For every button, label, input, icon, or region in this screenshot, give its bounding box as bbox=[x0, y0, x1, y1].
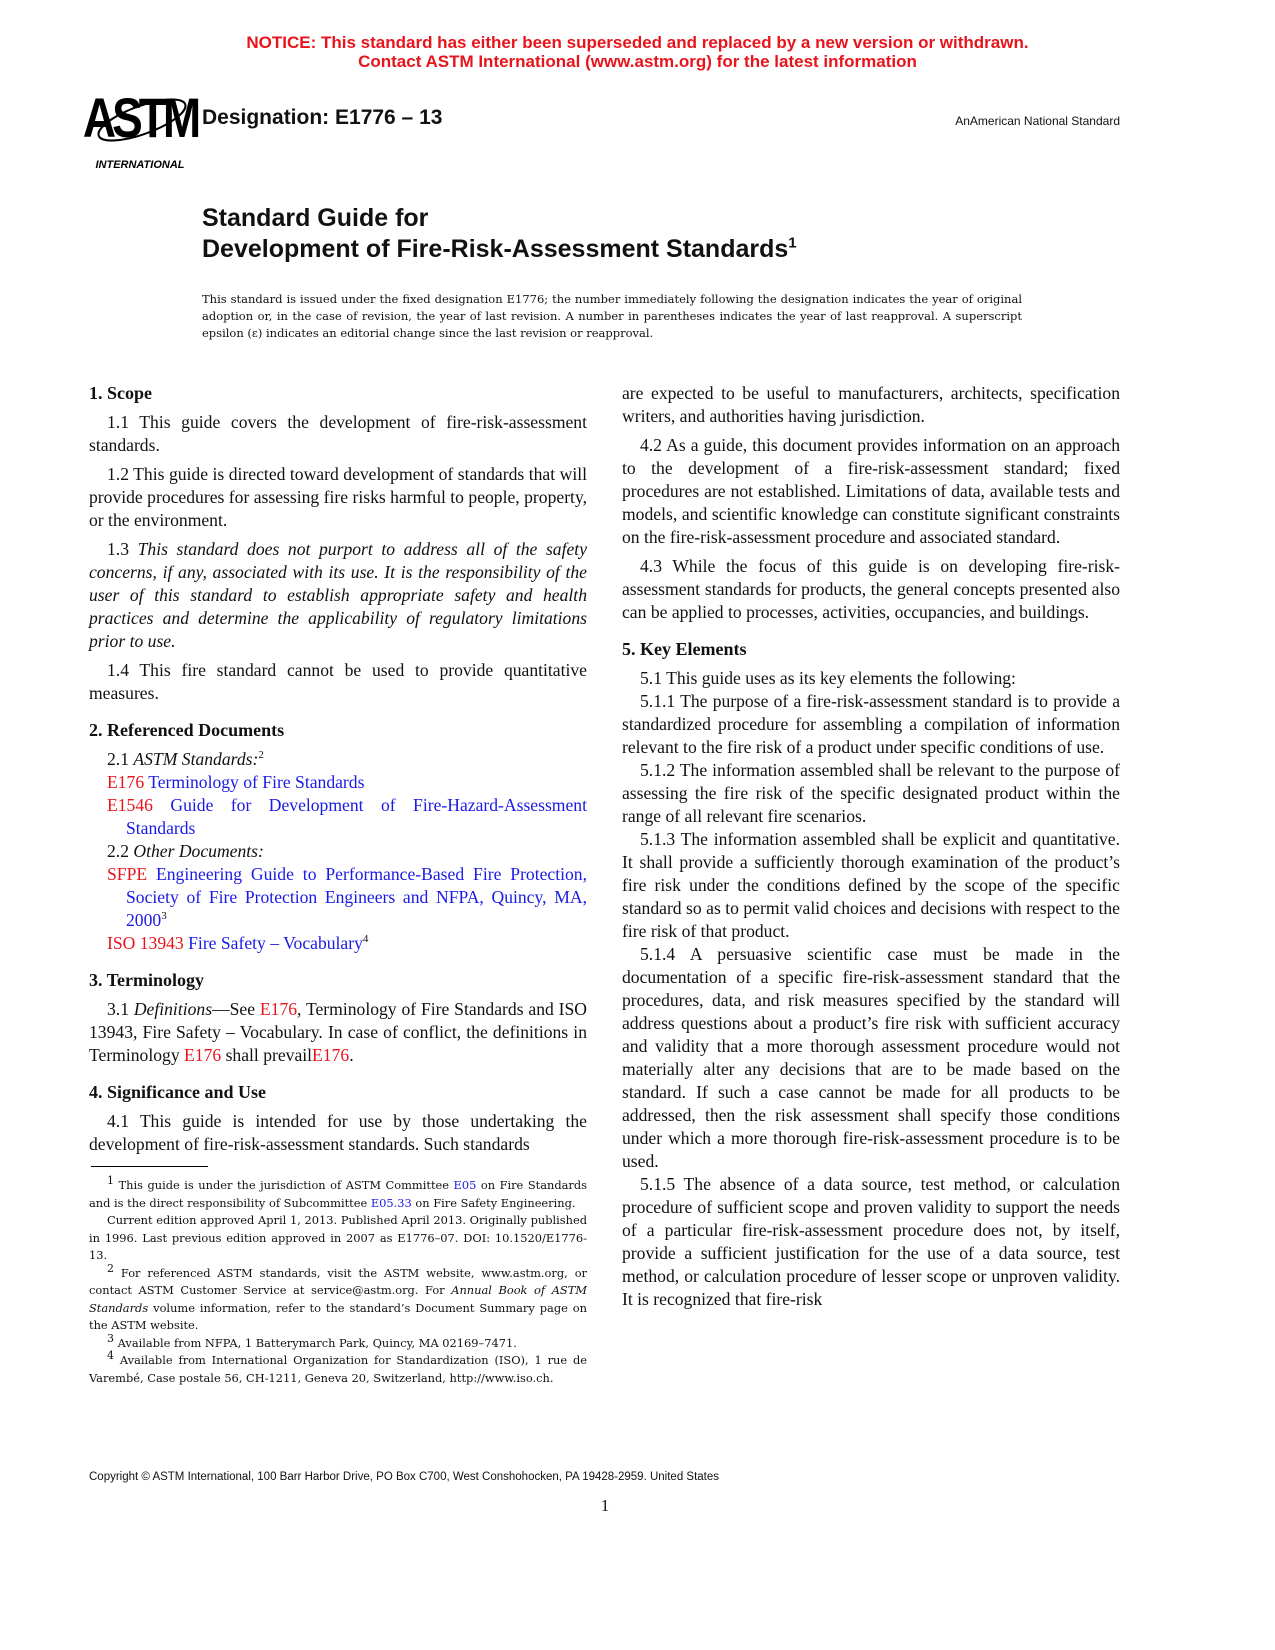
text-segment: 5.1 This guide uses as its key elements the following: bbox=[640, 668, 1016, 688]
paragraph bbox=[622, 1173, 1120, 1311]
paragraph bbox=[89, 998, 587, 1067]
text-segment: 5.1.3 The information assembled shall be explicit and quantitative. It shall provide a sufficiently thorough examination of the product’s fire risk under the conditions defined by the scope of the specific standard so as to permit valid choices and decisions with respect to the fire risk of that product. bbox=[622, 829, 1120, 941]
paragraph bbox=[89, 463, 587, 532]
paragraph bbox=[89, 1110, 587, 1156]
text-segment: Other Documents: bbox=[133, 841, 264, 861]
reference-link[interactable]: E176 bbox=[312, 1045, 350, 1065]
designation: Designation: E1776 – 13 bbox=[202, 106, 443, 129]
footnote-ref: 3 bbox=[161, 910, 167, 923]
reference-link[interactable]: E176 bbox=[107, 772, 149, 792]
paragraph bbox=[89, 411, 587, 457]
paragraph bbox=[622, 434, 1120, 549]
paragraph bbox=[622, 690, 1120, 759]
document-title bbox=[202, 203, 797, 265]
issuance-note: This standard is issued under the fixed designation E1776; the number immediately following the designation indicates the year of original adoption or, in the case of revision, the year of last revision. A number in parentheses indicates the year of last reapproval. A superscript epsilon (ε) indicates an editorial change since the last revision or reapproval. bbox=[202, 292, 1022, 340]
text-segment: Available from International Organization for Standardization (ISO), 1 rue de Varembé, Case postale 56, CH-1211, Geneva 20, Switzerland, http://www.iso.ch. bbox=[89, 1353, 587, 1385]
text-segment: on Fire Safety Engineering. bbox=[411, 1195, 576, 1210]
text-segment: 5.1.1 The purpose of a fire-risk-assessment standard is to provide a standardized procedure for assembling a compilation of information relevant to the fire risk of a product under specific conditions of use. bbox=[622, 691, 1120, 757]
text-segment: Annual Book of ASTM Standards bbox=[89, 1283, 587, 1315]
referenced-document bbox=[89, 794, 587, 840]
title-footnote-ref: 1 bbox=[788, 234, 797, 252]
footnote-ref: 1 bbox=[107, 1174, 114, 1188]
footnote-divider bbox=[91, 1166, 208, 1167]
reference-link[interactable]: Terminology of Fire Standards bbox=[148, 772, 365, 792]
text-segment: 4.3 While the focus of this guide is on developing fire-risk-assessment standards for products, the general concepts presented also can be applied to processes, activities, occupancies, and buildings. bbox=[622, 556, 1120, 622]
left-column bbox=[89, 382, 587, 1162]
footnote-ref: 4 bbox=[362, 933, 369, 946]
referenced-document bbox=[89, 932, 587, 955]
right-column bbox=[622, 382, 1120, 1311]
reference-link[interactable]: E176 bbox=[259, 999, 298, 1019]
text-segment: , Terminology of Fire Standards and ISO 13943, Fire Safety – Vocabulary. In case of conflict, the definitions in Terminology bbox=[89, 999, 587, 1065]
reference-link[interactable]: Engineering Guide to Performance-Based Fire Protection, Society of Fire Protection Engineers and NFPA, Quincy, MA, 2000 bbox=[126, 864, 587, 930]
paragraph bbox=[89, 840, 587, 863]
footnote-ref: 4 bbox=[107, 1349, 114, 1363]
text-segment: are expected to be useful to manufacturers, architects, specification writers, and authorities having jurisdiction. bbox=[622, 383, 1120, 426]
paragraph bbox=[89, 659, 587, 705]
text-segment: 5.1.4 A persuasive scientific case must be made in the documentation of a specific fire-risk-assessment standard that the procedures, data, and risk measures specified by the standard will address questions about a product’s fire risk with sufficient accuracy and validity that a more thorough assessment procedure would not materially alter any decisions that are to be made based on the standard. If such a case cannot be made for all products to be addressed, then the risk assessment shall specify those conditions under which a more thorough fire-risk-assessment procedure is to be used. bbox=[622, 944, 1120, 1171]
reference-link[interactable]: ISO 13943 bbox=[107, 933, 189, 953]
text-segment: ASTM Standards: bbox=[133, 749, 259, 769]
paragraph bbox=[622, 943, 1120, 1173]
section-heading: 1. Scope bbox=[89, 383, 152, 403]
reference-link[interactable]: Fire Safety – Vocabulary bbox=[188, 933, 363, 953]
text-segment: shall prevail bbox=[221, 1045, 313, 1065]
text-segment: 5.1.2 The information assembled shall be relevant to the purpose of assessing the fire risk of the specific designated product within the range of all relevant fire scenarios. bbox=[622, 760, 1120, 826]
text-segment: This standard does not purport to address all of the safety concerns, if any, associated with its use. It is the responsibility of the user of this standard to establish appropriate safety and health practices and determine the applicability of regulatory limitations prior to use. bbox=[89, 539, 588, 651]
text-segment: 1.2 This guide is directed toward development of standards that will provide procedures for assessing fire risks harmful to people, property, or the environment. bbox=[89, 464, 587, 530]
text-segment: 3.1 bbox=[107, 999, 134, 1019]
notice-line-1: NOTICE: This standard has either been superseded and replaced by a new version or withdrawn. bbox=[246, 33, 1029, 52]
section-heading: 3. Terminology bbox=[89, 970, 205, 990]
page-number: 1 bbox=[600, 1496, 610, 1515]
copyright: Copyright © ASTM International, 100 Barr Harbor Drive, PO Box C700, West Conshohocken, PA 19428-2959. United States bbox=[89, 1471, 720, 1483]
text-segment: volume information, refer to the standard’s Document Summary page on the ASTM website. bbox=[89, 1300, 587, 1332]
reference-link[interactable]: E05.33 bbox=[370, 1195, 412, 1210]
text-segment: 1.3 bbox=[107, 539, 138, 559]
text-segment: Definitions bbox=[133, 999, 213, 1019]
referenced-document bbox=[89, 863, 587, 932]
text-segment: 4.2 As a guide, this document provides information on an approach to the development of a fire-risk-assessment standard; fixed procedures are not established. Limitations of data, available tests and models, and scientific knowledge can constitute significant constraints on the fire-risk-assessment procedure and associated standard. bbox=[622, 435, 1120, 547]
svg-text:INTERNATIONAL: INTERNATIONAL bbox=[95, 159, 185, 171]
section-heading: 4. Significance and Use bbox=[89, 1082, 267, 1102]
reference-link[interactable]: E1546 bbox=[107, 795, 171, 815]
text-segment: 2.1 bbox=[107, 749, 134, 769]
text-segment: —See bbox=[212, 999, 260, 1019]
footnote bbox=[89, 1261, 587, 1335]
text-segment: 4.1 This guide is intended for use by those undertaking the development of fire-risk-assessment standards. Such standards bbox=[89, 1111, 587, 1154]
footnote bbox=[89, 1212, 587, 1265]
text-segment: 1.4 This fire standard cannot be used to provide quantitative measures. bbox=[89, 660, 587, 703]
paragraph bbox=[89, 538, 587, 653]
reference-link[interactable]: E05 bbox=[453, 1178, 477, 1192]
text-segment: 1.1 This guide covers the development of fire-risk-assessment standards. bbox=[89, 412, 587, 455]
paragraph bbox=[622, 667, 1120, 690]
paragraph bbox=[622, 759, 1120, 828]
astm-logo bbox=[82, 82, 198, 172]
section-heading: 2. Referenced Documents bbox=[89, 720, 285, 740]
title-line-2: Development of Fire-Risk-Assessment Standards bbox=[202, 235, 789, 263]
paragraph bbox=[622, 382, 1120, 428]
reference-link[interactable]: SFPE bbox=[107, 864, 157, 884]
paragraph bbox=[89, 748, 587, 771]
text-segment: . bbox=[349, 1045, 354, 1065]
footnote bbox=[89, 1174, 587, 1212]
text-segment: on Fire Standards and is the direct responsibility of Subcommittee bbox=[89, 1178, 587, 1210]
text-segment: This guide is under the jurisdiction of ASTM Committee bbox=[114, 1178, 454, 1192]
supersede-notice bbox=[0, 33, 1275, 71]
text-segment: Available from NFPA, 1 Batterymarch Park, Quincy, MA 02169–7471. bbox=[114, 1335, 517, 1350]
footnote-ref: 3 bbox=[107, 1331, 114, 1345]
footnote bbox=[89, 1331, 587, 1353]
footnote-ref: 2 bbox=[107, 1261, 114, 1275]
footnote-ref: 2 bbox=[258, 749, 264, 762]
text-segment: 2.2 bbox=[107, 841, 134, 861]
text-segment: For referenced ASTM standards, visit the ASTM website, www.astm.org, or contact ASTM Customer Service at service@astm.org. For bbox=[89, 1265, 587, 1297]
text-segment: 5.1.5 The absence of a data source, test method, or calculation procedure of sufficient scope and proven validity to support the needs of a particular fire-risk-assessment procedure does not, by itself, provide a sufficient justification for the use of a data source, test method, or calculation procedure of lesser scope or unproven validity. It is recognized that fire-risk bbox=[622, 1174, 1120, 1309]
american-national-standard: AnAmerican National Standard bbox=[955, 114, 1120, 128]
section-heading: 5. Key Elements bbox=[622, 639, 747, 659]
footnotes bbox=[89, 1174, 587, 1387]
text-segment: Current edition approved April 1, 2013. Published April 2013. Originally published in 1996. Last previous edition approved in 2007 as E1776–07. DOI: 10.1520/E1776-13. bbox=[89, 1213, 587, 1262]
reference-link[interactable]: Guide for Development of Fire-Hazard-Assessment Standards bbox=[126, 795, 587, 838]
notice-line-2: Contact ASTM International (www.astm.org) for the latest information bbox=[358, 52, 917, 71]
referenced-document bbox=[89, 771, 587, 794]
reference-link[interactable]: E176 bbox=[184, 1045, 222, 1065]
paragraph bbox=[622, 828, 1120, 943]
svg-text:ASTM: ASTM bbox=[82, 87, 198, 150]
paragraph bbox=[622, 555, 1120, 624]
title-line-1: Standard Guide for bbox=[202, 204, 429, 232]
footnote bbox=[89, 1349, 587, 1387]
